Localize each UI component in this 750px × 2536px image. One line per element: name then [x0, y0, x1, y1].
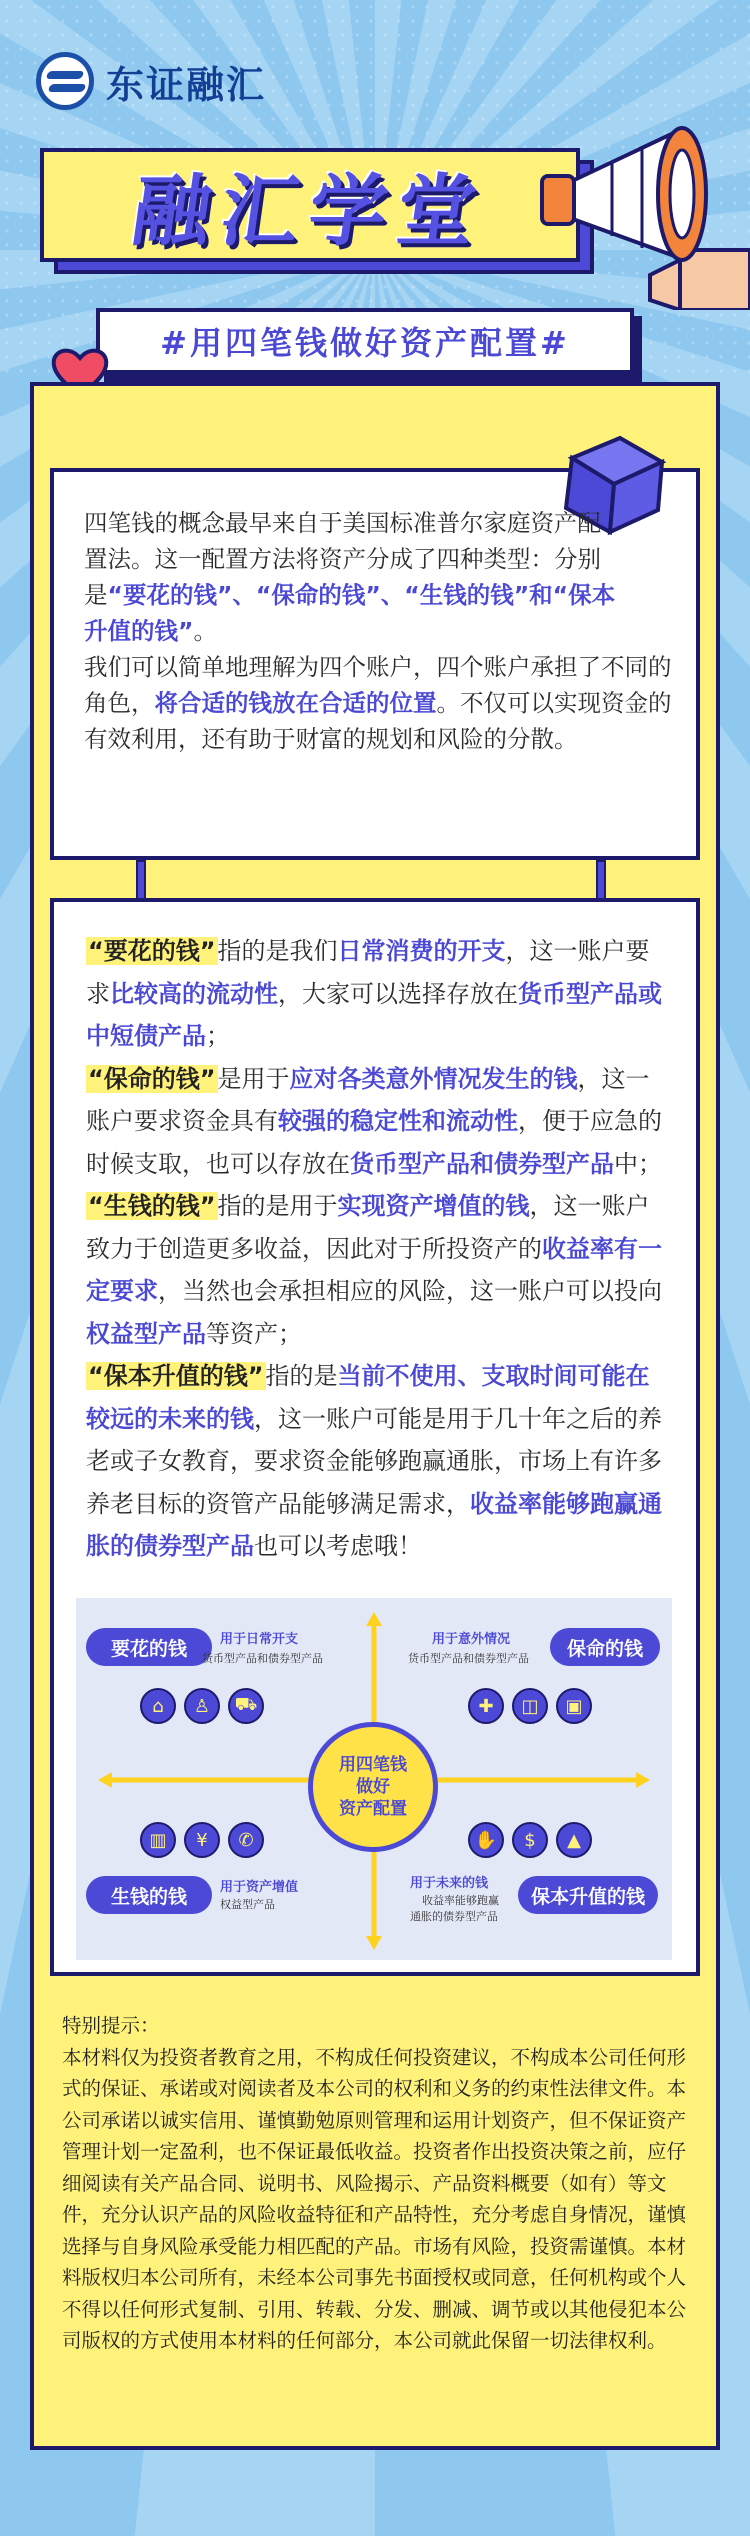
title-banner	[40, 148, 600, 278]
paragraph-preservation: “保本升值的钱”指的是当前不使用、支取时间可能在较远的未来的钱，这一账户可能是用于几十年之后的养老或子女教育，要求资金能够跑赢通胀，市场上有许多养老目标的资管产品能够满足需求，收益率能够跑赢通胀的债券型产品也可以考虑哦！	[86, 1362, 662, 1560]
paragraph-safety: “保命的钱”是用于应对各类意外情况发生的钱，这一账户要求资金具有较强的稳定性和流动性，便于应急的时候支取，也可以存放在货币型产品和债券型产品中；	[86, 1064, 662, 1178]
disclaimer-text: 本材料仅为投资者教育之用，不构成任何投资建议，不构成本公司任何形式的保证、承诺或对阅读者及本公司的权利和义务的约束性法律文件。本公司承诺以诚实信用、谨慎勤勉原则管理和运用计划资产，但不保证资产管理计划一定盈利，也不保证最低收益。投资者作出投资决策之前，应仔细阅读有关产品合同、说明书、风险揭示、产品资料概要（如有）等文件，充分认识产品的风险收益特征和产品特性，充分考虑自身情况，谨慎选择与自身风险承受能力相匹配的产品。市场有风险，投资需谨慎。本材料版权归本公司所有，未经本公司事先书面授权或同意，任何机构或个人不得以任何形式复制、引用、转载、分发、删减、调节或以其他侵犯本公司版权的方式使用本材料的任何部分，本公司就此保留一切法律权利。	[62, 2045, 687, 2352]
details-text	[86, 930, 666, 1568]
page-title: 融汇学堂	[126, 167, 492, 257]
four-accounts-diagram	[76, 1598, 672, 1960]
chart-icon: ▥	[140, 1822, 176, 1858]
tr-products: 货币型产品和债券型产品	[408, 1652, 529, 1665]
tl-products: 货币型产品和债券型产品	[202, 1652, 323, 1665]
brand-name: 东证融汇	[106, 62, 267, 107]
bl-products: 权益型产品	[220, 1898, 275, 1911]
intro-sentence: 我们可以简单地理解为四个账户，四个账户承担了不同的角色，	[84, 653, 672, 717]
yen-icon: ¥	[184, 1822, 220, 1858]
paragraph-growth: “生钱的钱”指的是用于实现资产增值的钱，这一账户致力于创造更多收益，因此对于所投资产的收益率有一定要求，当然也会承担相应的风险，这一账户可以投向权益型产品等资产；	[86, 1192, 662, 1348]
graduation-cap-icon: ▲	[556, 1822, 592, 1858]
bl-purpose: 用于资产增值	[220, 1880, 299, 1895]
logo-mark-icon	[36, 52, 94, 110]
paragraph-spending: “要花的钱”指的是我们日常消费的开支，这一账户要求比较高的流动性，大家可以选择存放在货币型产品或中短债产品；	[86, 937, 662, 1050]
key-point-highlight: 将合适的钱放在合适的位置	[154, 689, 437, 717]
card-connector	[596, 860, 606, 902]
four-accounts-highlight: “要花的钱”、“保命的钱”、“生钱的钱”和“保本升值的钱”	[84, 581, 616, 645]
phone-icon: ✆	[228, 1822, 264, 1858]
intro-text: 四笔钱的概念最早来自于美国标准普尔家庭资产配置法。这一配置方法将资产分成了四种类型：分别是“要花的钱”、“保命的钱”、“生钱的钱”和“保本升值的钱”。 我们可以简单地理解为四个账户，四个账户承担了不同的角色，将合适的钱放在合适的位置。不仅可以实现资金的有效利用，还有助于财富的规划和风险的分散。	[84, 509, 672, 753]
medicine-icon: ◫	[512, 1688, 548, 1724]
br-products: 收益率能够跑赢	[422, 1894, 499, 1907]
pill-safety: 保命的钱	[550, 1628, 660, 1666]
intro-sentence: 四笔钱的概念最早来自于美国标准普尔家庭资产配置法。这一配置方法将资产分成了四种类型：分别是	[84, 509, 601, 609]
tr-purpose: 用于意外情况	[432, 1632, 511, 1647]
br-purpose: 用于未来的钱	[410, 1876, 489, 1891]
tl-purpose: 用于日常开支	[220, 1632, 299, 1647]
hat-icon: ⌂	[140, 1688, 176, 1724]
pill-spending: 要花的钱	[86, 1628, 212, 1666]
megaphone-icon	[530, 110, 750, 310]
brand-logo	[36, 52, 266, 110]
handshake-icon: ✋	[468, 1822, 504, 1858]
disclaimer-heading: 特别提示：	[62, 2014, 160, 2037]
pill-preservation: 保本升值的钱	[518, 1876, 658, 1914]
shirt-icon: ♙	[184, 1688, 220, 1724]
coin-bag-icon: $	[512, 1822, 548, 1858]
first-aid-icon: ✚	[468, 1688, 504, 1724]
subtitle: #用四笔钱做好资产配置#	[160, 324, 570, 362]
diagram-center: 用四笔钱 做好 资产配置	[308, 1722, 438, 1852]
subtitle-tag	[96, 308, 642, 382]
car-icon: ⛟	[228, 1688, 264, 1724]
card-connector	[136, 860, 146, 902]
truck-icon: ▣	[556, 1688, 592, 1724]
disclaimer	[62, 2010, 692, 2357]
pill-growth: 生钱的钱	[86, 1876, 212, 1914]
br-products: 通胀的债券型产品	[410, 1910, 498, 1923]
